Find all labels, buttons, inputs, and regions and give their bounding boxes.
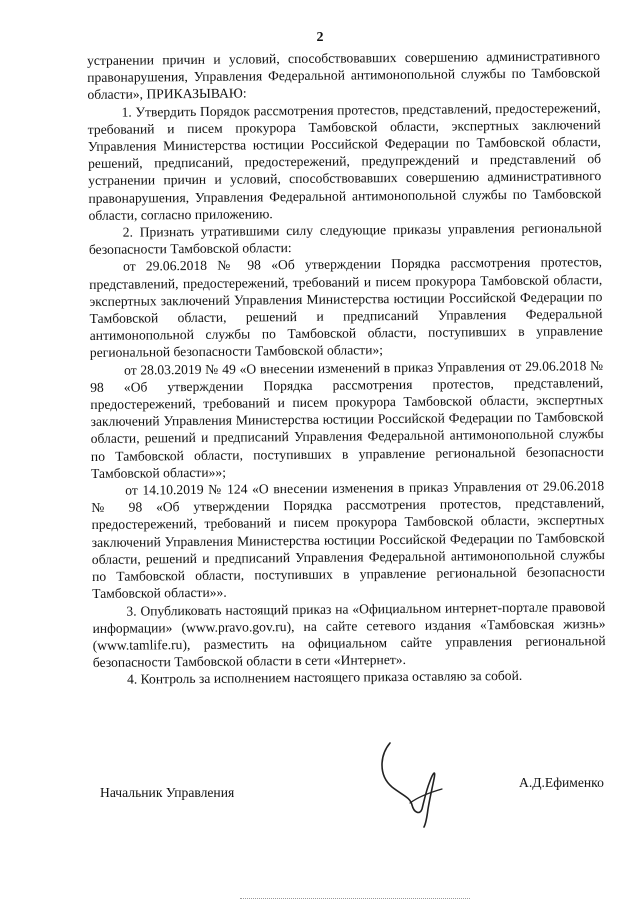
clause-3-paragraph: 3. Опубликовать настоящий приказ на «Официальном интернет-портале правовой информации» (www.pravo.gov.ru), на сайте сетевого издания «Тамбовская жизнь» (www.tamlife.ru), разместить на официальном сайте управления региональной безопасности Тамбовской области в сети «Интернет». (92, 598, 606, 671)
clause-4-paragraph: 4. Контроль за исполнением настоящего приказа оставляю за собой. (126, 668, 523, 687)
intro-paragraph: устранении причин и условий, способствовавших совершению административного правонарушения, Управления Федеральной антимонопольной службы по Тамбовской области», ПРИКАЗЫВАЮ: (87, 48, 601, 103)
page-number: 2 (316, 30, 324, 45)
repealed-order-3: от 14.10.2019 № 124 «О внесении изменения в приказ Управления от 29.06.2018 № 98 «Об утверждении Порядка рассмотрения протестов, представлений, предостережений, требований и писем прокурора Тамбовской области, экспертных заключений Управления Министерства юстиции Российской Федерации по Тамбовской области, решений и предписаний Управления Федеральной антимонопольной службы по Тамбовской области, поступивших в управление региональной безопасности Тамбовской области»». (91, 478, 606, 602)
footer-divider (240, 898, 470, 899)
clause-1-paragraph: 1. Утвердить Порядок рассмотрения протестов, представлений, предостережений, требований и писем прокурора Тамбовской области, экспертных заключений Управления Министерства юстиции Российской Федерации по Тамбовской области, решений, предписаний, предостережений, предупреждений и представлений об устранении причин и условий, способствовавших совершению административного правонарушения, Управления Федеральной антимонопольной службы по Тамбовской области, согласно приложению. (87, 99, 602, 223)
clause-2-paragraph: 2. Признать утратившими силу следующие приказы управления региональной безопасности Тамбовской области: (88, 220, 602, 258)
repealed-order-1: от 29.06.2018 № 98 «Об утверждении Порядка рассмотрения протестов, представлений, предостережений, требований и писем прокурора Тамбовской области, экспертных заключений Управления Министерства юстиции Российской Федерации по Тамбовской области, решений и предписаний Управления Федеральной антимонопольной службы по Тамбовской области, поступивших в управление региональной безопасности Тамбовской области»; (89, 254, 603, 361)
order-body (87, 47, 606, 688)
signer-name: А.Д.Ефименко (519, 775, 604, 790)
repealed-order-2: от 28.03.2019 № 49 «О внесении изменений в приказ Управления от 29.06.2018 № 98 «Об утверждении Порядка рассмотрения протестов, представлений, предостережений, требований и писем прокурора Тамбовской области, экспертных заключений Управления Министерства юстиции Российской Федерации по Тамбовской области, решений и предписаний Управления Федеральной антимонопольной службы по Тамбовской области, поступивших в управление региональной безопасности Тамбовской области»»; (90, 357, 604, 481)
handwritten-signature (370, 735, 470, 830)
signer-position: Начальник Управления (100, 785, 235, 800)
